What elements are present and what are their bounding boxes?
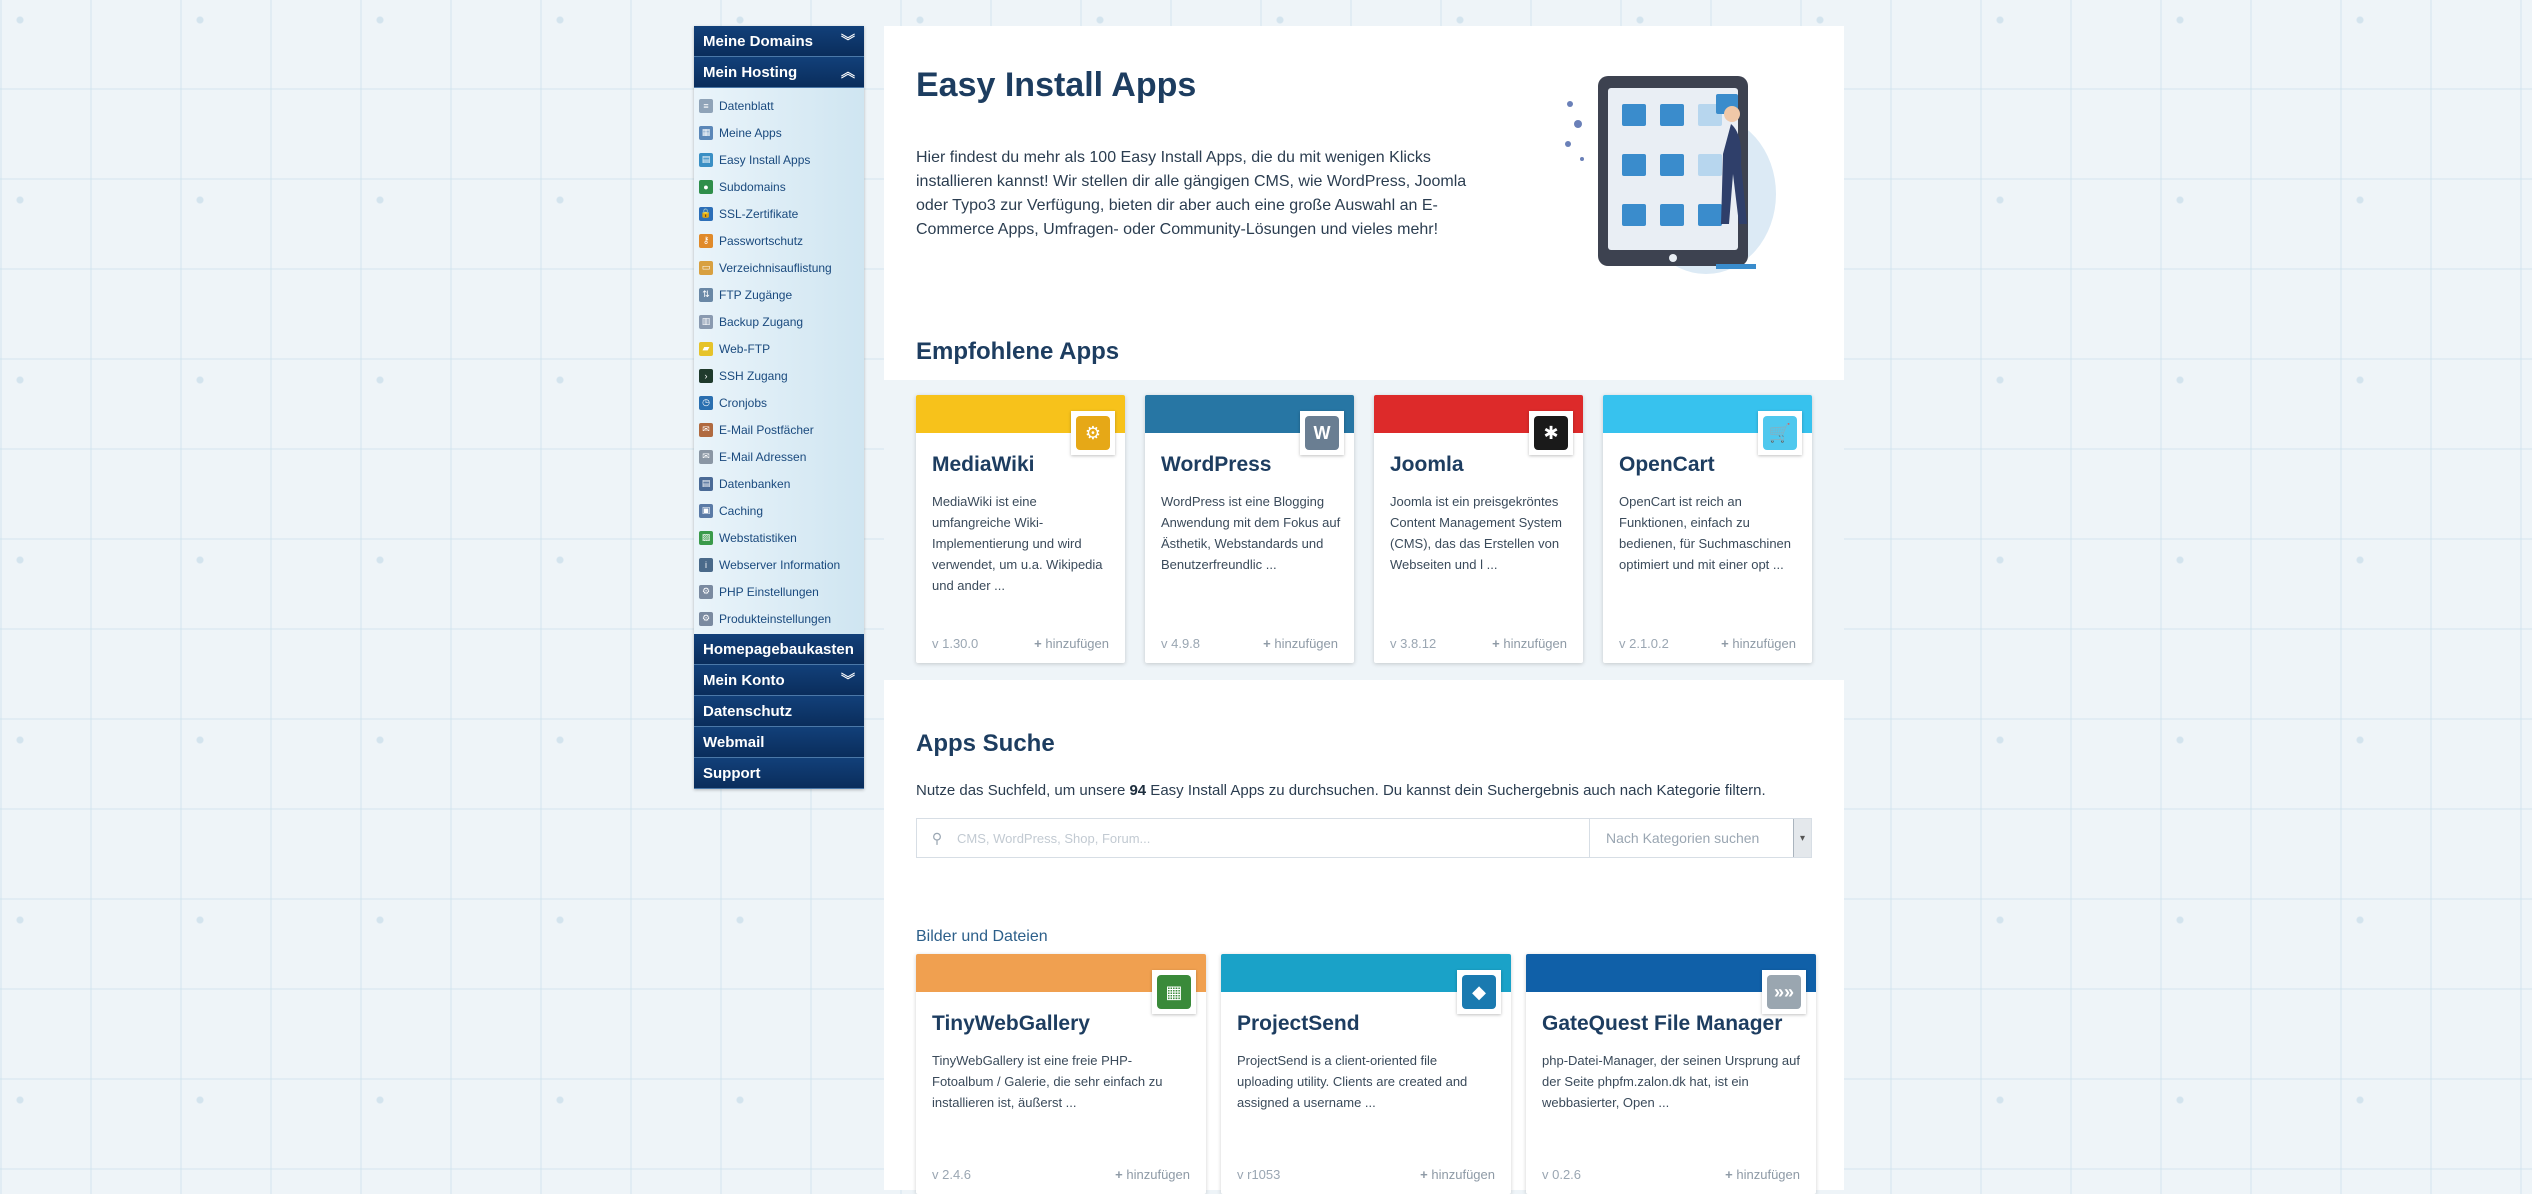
nav-webmail[interactable]: [694, 727, 864, 758]
nav-label: Mein Konto: [703, 671, 785, 689]
add-app-button[interactable]: + hinzufügen: [1721, 636, 1796, 651]
app-card-footer: [1542, 1167, 1800, 1182]
gatequest-logo-icon: [1762, 970, 1806, 1014]
featured-title: Empfohlene Apps: [916, 338, 1120, 365]
sidebar-item-backup-zugang[interactable]: [694, 308, 864, 335]
app-count: 94: [1129, 782, 1147, 799]
app-version: v r1053: [1237, 1167, 1281, 1182]
help-text-after: Easy Install Apps zu durchsuchen. Du kannst dein Suchergebnis auch nach Kategorie filtern.: [1146, 782, 1766, 799]
sidebar-item-webserver-information[interactable]: [694, 551, 864, 578]
sidebar-item-datenbanken[interactable]: [694, 470, 864, 497]
sidebar-item-label: E-Mail Adressen: [719, 449, 807, 464]
app-name: MediaWiki: [932, 453, 1035, 476]
mailbox-icon: ✉: [699, 423, 713, 437]
sidebar-item-label: Passwortschutz: [719, 233, 804, 248]
sidebar-item-passwortschutz[interactable]: [694, 227, 864, 254]
stats-icon: ▨: [699, 531, 713, 545]
sidebar-item-label: SSH Zugang: [719, 368, 788, 383]
tinywebgallery-logo-icon: [1152, 970, 1196, 1014]
nav-meine-domains[interactable]: [694, 26, 864, 57]
add-app-button[interactable]: + hinzufügen: [1115, 1167, 1190, 1182]
category-heading: Bilder und Dateien: [916, 928, 1048, 945]
backup-icon: ▥: [699, 315, 713, 329]
sidebar-item-label: Easy Install Apps: [719, 152, 811, 167]
nav-label: Datenschutz: [703, 702, 793, 720]
app-description: MediaWiki ist eine umfangreiche Wiki-Implementierung und wird verwendet, um u.a. Wikipedia und ander ...: [932, 494, 1103, 593]
sidebar-item-label: Cronjobs: [719, 395, 768, 410]
globe-icon: ●: [699, 180, 713, 194]
app-description: OpenCart ist reich an Funktionen, einfach zu bedienen, für Suchmaschinen optimiert und mit einer opt ...: [1619, 494, 1792, 572]
featured-apps: [884, 380, 1844, 680]
php-icon: ⚙: [699, 585, 713, 599]
sidebar-item-ssh-zugang[interactable]: [694, 362, 864, 389]
nav-support[interactable]: [694, 758, 864, 789]
app-logo-glyph: ◆: [1462, 975, 1496, 1009]
sidebar-item-datenblatt[interactable]: [694, 92, 864, 119]
nav-label: Mein Hosting: [703, 63, 798, 81]
app-logo-glyph: ▦: [1157, 975, 1191, 1009]
apps-icon: ▦: [699, 126, 713, 140]
app-card-footer: [1161, 636, 1338, 651]
sidebar-item-label: PHP Einstellungen: [719, 584, 819, 599]
add-app-button[interactable]: + hinzufügen: [1725, 1167, 1800, 1182]
sidebar-item-ssl-zertifikate[interactable]: [694, 200, 864, 227]
sidebar-item-verzeichnisauflistung[interactable]: [694, 254, 864, 281]
chevron-down-icon: ︾: [841, 672, 855, 688]
app-version: v 2.1.0.2: [1619, 636, 1669, 651]
nav-mein-hosting[interactable]: [694, 57, 864, 88]
sidebar-item-php-einstellungen[interactable]: [694, 578, 864, 605]
ftp-icon: ⇅: [699, 288, 713, 302]
sidebar-item-easy-install-apps[interactable]: [694, 146, 864, 173]
clock-icon: ◷: [699, 396, 713, 410]
search-input[interactable]: [957, 819, 1589, 857]
app-name: OpenCart: [1619, 453, 1715, 476]
hosting-submenu: [694, 88, 864, 634]
nav-mein-konto[interactable]: [694, 665, 864, 696]
add-app-button[interactable]: + hinzufügen: [1263, 636, 1338, 651]
app-card-projectsend[interactable]: [1221, 954, 1511, 1194]
sidebar-item-e-mail-adressen[interactable]: [694, 443, 864, 470]
web-ftp-icon: ▰: [699, 342, 713, 356]
sidebar-item-label: FTP Zugänge: [719, 287, 793, 302]
joomla-logo-icon: [1529, 411, 1573, 455]
app-version: v 2.4.6: [932, 1167, 972, 1182]
sidebar-item-subdomains[interactable]: [694, 173, 864, 200]
app-logo-glyph: ✱: [1534, 416, 1568, 450]
app-name: TinyWebGallery: [932, 1012, 1090, 1035]
sidebar-item-webstatistiken[interactable]: [694, 524, 864, 551]
app-card-gatequest-file-manager[interactable]: [1526, 954, 1816, 1194]
app-version: v 3.8.12: [1390, 636, 1437, 651]
app-card-tinywebgallery[interactable]: [916, 954, 1206, 1194]
sidebar-item-label: SSL-Zertifikate: [719, 206, 799, 221]
opencart-logo-icon: [1758, 411, 1802, 455]
intro-text: Hier findest du mehr als 100 Easy Install Apps, die du mit wenigen Klicks installieren kannst! Wir stellen dir alle gängigen CMS, wie WordPress, Joomla oder Typo3 zur Verfügung, bieten dir aber auch eine große Auswahl an E-Commerce Apps, Umfragen- oder Community-Lösungen und vieles mehr!: [916, 149, 1467, 238]
search-bar: [916, 818, 1812, 858]
app-card-mediawiki[interactable]: [916, 395, 1125, 663]
app-card-footer: [932, 1167, 1190, 1182]
app-card-footer: [932, 636, 1109, 651]
nav-label: Meine Domains: [703, 32, 814, 50]
wordpress-logo-icon: [1300, 411, 1344, 455]
document-icon: ≡: [699, 99, 713, 113]
app-card-wordpress[interactable]: [1145, 395, 1354, 663]
app-description: Joomla ist ein preisgekröntes Content Management System (CMS), das das Erstellen von Webseiten und l ...: [1390, 494, 1562, 572]
sidebar-nav: [694, 26, 864, 789]
app-card-footer: [1237, 1167, 1495, 1182]
sidebar-item-label: Produkteinstellungen: [719, 611, 832, 626]
sidebar-item-label: Backup Zugang: [719, 314, 804, 329]
sidebar-item-e-mail-postf-cher[interactable]: [694, 416, 864, 443]
app-card-footer: [1390, 636, 1567, 651]
sidebar-item-ftp-zug-nge[interactable]: [694, 281, 864, 308]
search-title: Apps Suche: [916, 730, 1055, 757]
app-logo-glyph: ⚙: [1076, 416, 1110, 450]
sidebar-item-produkteinstellungen[interactable]: [694, 605, 864, 632]
search-help-text: [916, 782, 1766, 799]
app-description: php-Datei-Manager, der seinen Ursprung auf der Seite phpfm.zalon.dk hat, ist ein webbasierter, Open ...: [1542, 1053, 1800, 1110]
category-select[interactable]: [1589, 819, 1811, 857]
app-name: WordPress: [1161, 453, 1272, 476]
sidebar-item-caching[interactable]: [694, 497, 864, 524]
apps-search-section: [884, 680, 1844, 1190]
cache-icon: ▣: [699, 504, 713, 518]
add-app-button[interactable]: + hinzufügen: [1492, 636, 1567, 651]
tablet-illustration-icon: [1556, 64, 1796, 284]
lock-icon: 🔒: [699, 207, 713, 221]
nav-label: Support: [703, 764, 761, 782]
app-version: v 0.2.6: [1542, 1167, 1582, 1182]
sidebar-item-label: E-Mail Postfächer: [719, 422, 814, 437]
app-logo-glyph: W: [1305, 416, 1339, 450]
nav-label: Homepagebaukasten: [703, 640, 854, 658]
app-version: v 4.9.8: [1161, 636, 1201, 651]
app-description: TinyWebGallery ist eine freie PHP-Fotoalbum / Galerie, die sehr einfach zu installieren ist, äußerst ...: [932, 1053, 1163, 1110]
page-title: Easy Install Apps: [916, 66, 1197, 104]
nav-datenschutz[interactable]: [694, 696, 864, 727]
sidebar-item-label: Webserver Information: [719, 557, 841, 572]
sidebar-item-label: Web-FTP: [719, 341, 771, 356]
sidebar-item-label: Caching: [719, 503, 764, 518]
nav-homepagebaukasten[interactable]: [694, 634, 864, 665]
key-icon: ⚷: [699, 234, 713, 248]
app-name: Joomla: [1390, 453, 1464, 476]
mediawiki-logo-icon: [1071, 411, 1115, 455]
mail-icon: ✉: [699, 450, 713, 464]
sidebar-item-meine-apps[interactable]: [694, 119, 864, 146]
app-description: ProjectSend is a client-oriented file uploading utility. Clients are created and assigned a username ...: [1237, 1053, 1468, 1110]
app-card-joomla[interactable]: [1374, 395, 1583, 663]
sidebar-item-label: Subdomains: [719, 179, 786, 194]
projectsend-logo-icon: [1457, 970, 1501, 1014]
add-app-button[interactable]: + hinzufügen: [1420, 1167, 1495, 1182]
category-select-placeholder: Nach Kategorien suchen: [1606, 830, 1760, 846]
app-logo-glyph: »»: [1767, 975, 1801, 1009]
sidebar-item-label: Verzeichnisauflistung: [719, 260, 832, 275]
settings-icon: ⚙: [699, 612, 713, 626]
app-name: ProjectSend: [1237, 1012, 1360, 1035]
app-logo-glyph: 🛒: [1763, 416, 1797, 450]
main-content: [884, 26, 1844, 1190]
database-icon: ▤: [699, 477, 713, 491]
sidebar-item-label: Datenbanken: [719, 476, 791, 491]
sidebar-item-web-ftp[interactable]: [694, 335, 864, 362]
sidebar-item-label: Datenblatt: [719, 98, 774, 113]
intro-section: [884, 26, 1844, 380]
sidebar-bottom-sections: [694, 634, 864, 789]
app-version: v 1.30.0: [932, 636, 979, 651]
folder-icon: ▭: [699, 261, 713, 275]
app-name: GateQuest File Manager: [1542, 1012, 1783, 1035]
chevron-down-icon: ︾: [841, 33, 855, 49]
install-icon: ▤: [699, 153, 713, 167]
sidebar-item-cronjobs[interactable]: [694, 389, 864, 416]
app-card-opencart[interactable]: [1603, 395, 1812, 663]
add-app-button[interactable]: + hinzufügen: [1034, 636, 1109, 651]
app-card-footer: [1619, 636, 1796, 651]
chevron-down-icon[interactable]: ▾: [1793, 819, 1811, 857]
app-description: WordPress ist eine Blogging Anwendung mit dem Fokus auf Ästhetik, Webstandards und Benutzerfreundlic ...: [1161, 494, 1341, 572]
search-icon: ⚲: [931, 829, 943, 846]
sidebar-item-label: Webstatistiken: [719, 530, 797, 545]
info-icon: i: [699, 558, 713, 572]
help-text-before: Nutze das Suchfeld, um unsere: [916, 782, 1130, 799]
terminal-icon: ›: [699, 369, 713, 383]
nav-label: Webmail: [703, 733, 765, 751]
sidebar-item-label: Meine Apps: [719, 125, 782, 140]
category-apps: [916, 954, 1816, 1194]
chevron-up-icon: ︽: [841, 64, 855, 80]
